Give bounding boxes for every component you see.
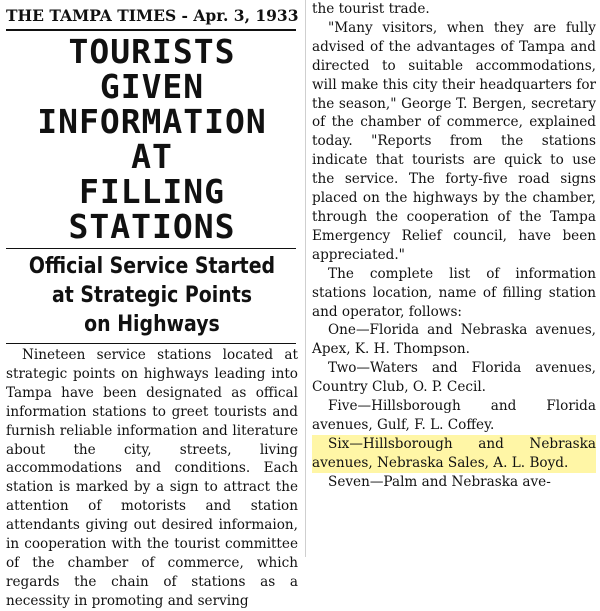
station-two: Two—Waters and Florida avenues, Country Club, O. P. Cecil. [312, 360, 596, 396]
continuation-text: the tourist trade. [312, 1, 430, 17]
column-divider [305, 0, 306, 557]
headline-line-1: TOURISTS GIVEN [68, 32, 236, 106]
headline-line-3: FILLING STATIONS [68, 172, 236, 246]
subheadline-line-3: on Highways [84, 312, 220, 337]
right-column [312, 0, 596, 492]
headline [6, 34, 298, 244]
subheadline-line-1: Official Service Started [28, 254, 276, 279]
source-line: THE TAMPA TIMES - Apr. 3, 1933 [6, 6, 299, 25]
quote-paragraph: "Many visitors, when they are fully advised of the advantages of Tampa and directed to suitable accommodations, will make this city their headquarters for the season," George T. Bergen, secretary of the chamber of commerce, explained today. "Reports from the stations indicate that tourists are quick to use the service. The forty-five road signs placed on the highways by the chamber, through the cooperation of the Tampa Emergency Relief council, have been appreciated." [312, 19, 596, 263]
rule-top [6, 29, 296, 31]
rule-deck [6, 343, 296, 344]
station-six-highlighted: Six—Hillsborough and Nebraska avenues, Nebraska Sales, A. L. Boyd. [312, 435, 596, 471]
station-one: One—Florida and Nebraska avenues, Apex, K. H. Thompson. [312, 322, 596, 358]
body-paragraph: Nineteen service stations located at strategic points on highways leading into Tampa have been designated as offical information stations to greet tourists and furnish reliable information and literature about the city, streets, living accommodations and conditions. Each station is marked by a sign to attract the attention of motorists and station attendants giving out desired informaion, in cooperation with the tourist committee of the chamber of commerce, which regards the chain of stations as a necessity in promoting and serving [6, 347, 298, 609]
station-five: Five—Hillsborough and Florida avenues, Gulf, F. L. Coffey. [312, 398, 596, 433]
station-seven-partial: Seven—Palm and Nebraska ave- [328, 473, 551, 490]
list-intro-paragraph: The complete list of information stations location, name of filling station and operator, follows: [312, 265, 596, 320]
left-column [6, 0, 298, 611]
rule-headline [6, 248, 296, 249]
headline-line-2: INFORMATION AT [37, 102, 267, 176]
subheadline-line-2: at Strategic Points [51, 283, 253, 308]
subheadline [26, 252, 277, 339]
article-body-left [6, 346, 298, 611]
